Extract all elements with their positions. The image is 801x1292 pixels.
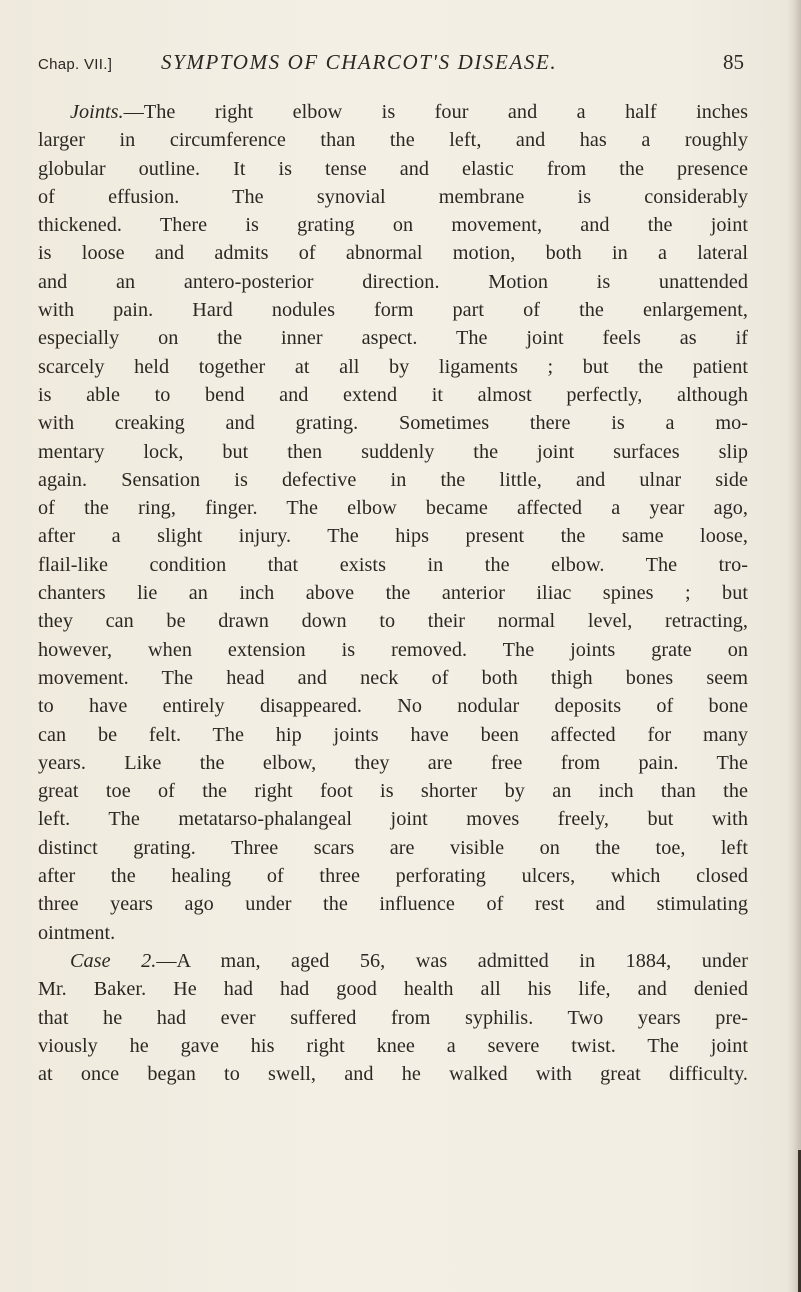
text-line: movement. The head and neck of both thigh bones seem <box>38 666 748 689</box>
running-header <box>38 50 744 80</box>
text-line: to have entirely disappeared. No nodular deposits of bone <box>38 695 748 718</box>
text-line: Mr. Baker. He had had good health all his life, and denied <box>38 978 748 1001</box>
text-line: larger in circumference than the left, and has a roughly <box>38 129 748 152</box>
page-number: 85 <box>723 50 744 74</box>
text-line: years. Like the elbow, they are free from pain. The <box>38 751 748 774</box>
text-line: is loose and admits of abnormal motion, both in a lateral <box>38 242 748 265</box>
body-text <box>38 98 748 1088</box>
text-line: flail-like condition that exists in the elbow. The tro- <box>38 553 748 576</box>
text-line: that he had ever suffered from syphilis. Two years pre- <box>38 1006 748 1029</box>
text-line: great toe of the right foot is shorter by an inch than the <box>38 780 748 803</box>
text-line: scarcely held together at all by ligaments ; but the patient <box>38 355 748 378</box>
text-line: three years ago under the influence of rest and stimulating <box>38 893 748 916</box>
page-edge-shadow <box>787 0 801 1292</box>
text-line: mentary lock, but then suddenly the joint surfaces slip <box>38 440 748 463</box>
text-line: after a slight injury. The hips present the same loose, <box>38 525 748 548</box>
running-title: SYMPTOMS OF CHARCOT'S DISEASE. <box>161 50 558 74</box>
text-line: Joints.—The right elbow is four and a half inches <box>70 101 748 123</box>
text-line: chanters lie an inch above the anterior iliac spines ; but <box>38 582 748 605</box>
text-line: can be felt. The hip joints have been affected for many <box>38 723 748 746</box>
text-line: ointment. <box>38 921 116 944</box>
chapter-label: Chap. VII.] <box>38 56 113 73</box>
text-line: however, when extension is removed. The joints grate on <box>38 638 748 661</box>
text-line: at once began to swell, and he walked with great difficulty. <box>38 1063 748 1086</box>
text-line: they can be drawn down to their normal level, retracting, <box>38 610 748 633</box>
text-line: globular outline. It is tense and elastic from the presence <box>38 157 748 180</box>
text-line: of the ring, finger. The elbow became affected a year ago, <box>38 497 748 520</box>
text-line: again. Sensation is defective in the little, and ulnar side <box>38 468 748 491</box>
paragraph-lead: Joints. <box>70 101 124 123</box>
text-line: after the healing of three perforating ulcers, which closed <box>38 865 748 888</box>
text-line: with pain. Hard nodules form part of the enlargement, <box>38 299 748 322</box>
text-line: of effusion. The synovial membrane is considerably <box>38 185 748 208</box>
text-line: distinct grating. Three scars are visible on the toe, left <box>38 836 748 859</box>
text-line: and an antero-posterior direction. Motion is unattended <box>38 270 748 293</box>
text-line: viously he gave his right knee a severe twist. The joint <box>38 1034 748 1057</box>
text-line: Case 2.—A man, aged 56, was admitted in 1884, under <box>70 949 748 972</box>
text-line: with creaking and grating. Sometimes there is a mo- <box>38 412 748 435</box>
text-line: is able to bend and extend it almost perfectly, although <box>38 383 748 406</box>
text-line: thickened. There is grating on movement, and the joint <box>38 214 748 237</box>
text-line: especially on the inner aspect. The joint feels as if <box>38 327 748 350</box>
paragraph-lead: Case 2. <box>70 949 157 972</box>
text-line: left. The metatarso-phalangeal joint moves freely, but with <box>38 808 748 831</box>
